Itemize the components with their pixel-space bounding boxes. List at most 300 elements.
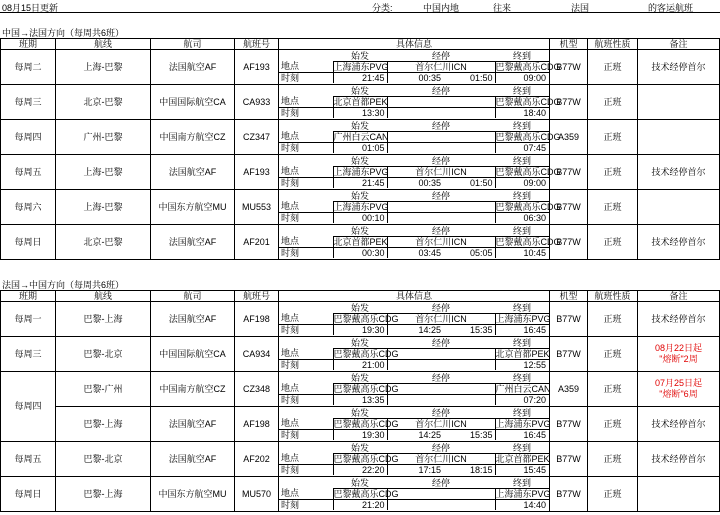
arrival-time: 06:30 [495,213,549,224]
arrival-label: 终到 [495,226,549,237]
time-label: 时刻 [281,142,300,153]
category-label: 分类: [372,3,393,13]
flight-row [1,190,720,225]
departure-time: 00:30 [333,248,387,259]
arrival-time: 07:45 [495,143,549,154]
remark [638,85,720,120]
schedule-day: 每周四 [1,372,56,442]
stopover-airport: 首尔仁川ICN [387,167,495,178]
origin-airport: 北京首都PEK [333,96,388,107]
stopover-airport [387,202,495,213]
airline: 中国国际航空CA [151,85,235,120]
header-schedule: 班期 [1,39,56,50]
stopover-arrival-time: 14:25 [387,325,441,336]
schedule-day: 每周四 [1,120,56,155]
header-route: 航线 [56,39,151,50]
origin-airport: 广州白云CAN [333,131,389,142]
flight-row [1,477,720,512]
stopover-arrival-time [387,395,441,406]
arrival-time: 10:45 [495,248,549,259]
section-title-outbound: 中国→法国方向（每周共6班） [2,28,125,38]
flight-nature: 正班 [588,155,638,190]
arrival-label: 终到 [495,303,549,314]
flight-nature: 正班 [588,50,638,85]
destination-airport: 巴黎戴高乐CDG [495,236,561,247]
schedule-day: 每周三 [1,337,56,372]
flight-number: AF202 [235,442,279,477]
arrival-time: 16:45 [495,430,549,441]
flight-number: MU553 [235,190,279,225]
stopover-departure-time: 18:15 [469,464,493,475]
origin-airport: 上海浦东PVG [333,166,389,177]
route: 巴黎-广州 [56,372,151,407]
aircraft-type: B77W [550,407,588,442]
origin-airport: 巴黎戴高乐CDG [333,488,399,499]
details-cell [279,372,550,407]
destination-airport: 巴黎戴高乐CDG [495,166,561,177]
stopover-label: 经停 [387,156,495,167]
flight-detail [279,478,549,510]
time-label: 时刻 [281,429,300,440]
flight-number: MU570 [235,477,279,512]
aircraft-type: B77W [550,155,588,190]
departure-time: 21:20 [333,500,387,511]
destination-airport: 上海浦东PVG [495,418,551,429]
departure-time: 22:20 [333,465,387,476]
arrival-time: 14:40 [495,500,549,511]
flight-nature: 正班 [588,407,638,442]
origin-airport: 北京首都PEK [333,236,388,247]
stopover-departure-time [441,360,495,371]
detail-spacer [279,86,333,97]
route: 巴黎-北京 [56,442,151,477]
flight-nature: 正班 [588,337,638,372]
flight-number: CZ348 [235,372,279,407]
stopover-departure-time [441,143,495,154]
route: 巴黎-上海 [56,477,151,512]
stopover-arrival-time: 14:25 [387,430,441,441]
stopover-arrival-time [387,108,441,119]
airline: 中国南方航空CZ [151,120,235,155]
schedule-day: 每周五 [1,155,56,190]
country-value: 法国 [571,3,590,13]
flight-nature: 正班 [588,120,638,155]
aircraft-type: B77W [550,477,588,512]
place-label: 地点 [279,419,333,430]
origin-airport: 巴黎戴高乐CDG [333,453,399,464]
departure-time: 21:45 [333,178,387,189]
departure-label: 始发 [333,191,387,202]
remark [638,477,720,512]
details-cell [279,155,561,190]
departure-label: 始发 [333,226,387,237]
flight-nature: 正班 [588,225,638,260]
airline: 法国航空AF [151,302,235,337]
header-details: 具体信息 [279,39,550,50]
flight-number: AF198 [235,407,279,442]
aircraft-type: A359 [550,372,588,407]
stopover-label: 经停 [387,338,495,349]
stopover-label: 经停 [387,51,495,62]
time-label: 时刻 [281,499,300,510]
stopover-arrival-time [387,213,441,224]
time-label: 时刻 [281,212,300,223]
origin-airport: 巴黎戴高乐CDG [333,418,399,429]
departure-label: 始发 [333,478,387,489]
arrival-time: 15:45 [495,465,549,476]
arrival-time: 16:45 [495,325,549,336]
detail-spacer [279,478,333,489]
details-cell [279,442,550,477]
stopover-label: 经停 [387,191,495,202]
arrival-label: 终到 [495,156,549,167]
flight-detail [279,443,549,475]
origin-airport: 上海浦东PVG [333,201,389,212]
flight-nature: 正班 [588,302,638,337]
details-cell [279,407,550,442]
title-suffix: 的客运航班 [648,3,694,13]
schedule-day: 每周五 [1,442,56,477]
stopover-airport: 首尔仁川ICN [387,62,495,73]
stopover-departure-time: 05:05 [469,247,493,258]
header-flight-no: 航班号 [235,39,279,50]
airline: 法国航空AF [151,407,235,442]
detail-spacer [279,191,333,202]
flight-detail [279,225,561,258]
detail-spacer [279,338,333,349]
destination-airport: 上海浦东PVG [495,313,551,324]
place-label: 地点 [279,62,333,73]
flight-row [1,372,720,407]
place-label: 地点 [279,202,333,213]
stopover-airport: 首尔仁川ICN [387,314,495,325]
header-aircraft: 机型 [550,39,588,50]
schedule-table-outbound [0,38,720,260]
departure-label: 始发 [333,443,387,454]
flight-nature: 正班 [588,442,638,477]
departure-label: 始发 [333,303,387,314]
departure-label: 始发 [333,86,387,97]
detail-spacer [279,156,333,167]
route: 巴黎-北京 [56,337,151,372]
stopover-airport [387,132,495,143]
stopover-departure-time [441,213,495,224]
header-flight-no: 航班号 [235,291,279,302]
departure-time: 19:30 [333,325,387,336]
aircraft-type: B77W [550,337,588,372]
stopover-airport [387,489,495,500]
stopover-arrival-time [387,360,441,371]
flight-row [1,337,720,372]
remark: 技术经停首尔 [638,155,720,190]
details-cell [279,225,561,260]
detail-spacer [279,121,333,132]
place-label: 地点 [279,314,333,325]
schedule-day: 每周日 [1,477,56,512]
header-nature: 航班性质 [588,39,638,50]
arrival-time: 12:55 [495,360,549,371]
remark: 技术经停首尔 [638,50,720,85]
departure-time: 13:35 [333,395,387,406]
airline: 法国航空AF [151,155,235,190]
header-remarks: 备注 [638,291,720,302]
origin-airport: 上海浦东PVG [333,61,389,72]
stopover-departure-time: 01:50 [469,177,493,188]
aircraft-type: B77W [550,225,588,260]
stopover-label: 经停 [387,226,495,237]
stopover-departure-time: 01:50 [469,72,493,83]
stopover-label: 经停 [387,373,495,384]
flight-detail [279,303,549,335]
route: 广州-巴黎 [56,120,151,155]
flight-detail [279,50,561,83]
header-details: 具体信息 [279,291,550,302]
time-label: 时刻 [281,72,300,83]
remark [638,372,720,407]
place-label: 地点 [279,349,333,360]
destination-airport: 上海浦东PVG [495,488,551,499]
flight-number: CZ347 [235,120,279,155]
flight-row [1,442,720,477]
place-label: 地点 [279,97,333,108]
remark-suspend-duration: "熔断"6周 [659,389,698,399]
route: 北京-巴黎 [56,85,151,120]
airline: 法国航空AF [151,442,235,477]
header-schedule: 班期 [1,291,56,302]
stopover-label: 经停 [387,443,495,454]
airline: 法国航空AF [151,50,235,85]
place-label: 地点 [279,454,333,465]
flight-detail [279,155,561,188]
detail-spacer [279,226,333,237]
header-aircraft: 机型 [550,291,588,302]
details-cell [279,50,561,85]
update-date: 08月15日更新 [2,3,59,13]
stopover-airport: 首尔仁川ICN [387,419,495,430]
airline: 中国国际航空CA [151,337,235,372]
flight-row [1,155,720,190]
arrival-time: 09:00 [495,73,549,84]
arrival-label: 终到 [495,373,549,384]
time-label: 时刻 [281,394,300,405]
detail-spacer [279,303,333,314]
flight-nature: 正班 [588,85,638,120]
airline: 法国航空AF [151,225,235,260]
arrival-time: 09:00 [495,178,549,189]
remark-suspend-date: 07月25日起 [654,378,703,388]
details-cell [279,190,561,225]
stopover-airport: 首尔仁川ICN [387,237,495,248]
stopover-departure-time [441,395,495,406]
details-cell [279,302,550,337]
stopover-label: 经停 [387,303,495,314]
details-cell [279,337,550,372]
departure-time: 21:45 [333,73,387,84]
flight-row [1,407,720,442]
schedule-day: 每周日 [1,225,56,260]
flight-row [1,302,720,337]
header-remarks: 备注 [638,39,720,50]
arrival-label: 终到 [495,408,549,419]
airline: 中国东方航空MU [151,477,235,512]
destination-airport: 北京首都PEK [495,453,550,464]
origin-airport: 巴黎戴高乐CDG [333,383,399,394]
route: 上海-巴黎 [56,190,151,225]
detail-spacer [279,51,333,62]
remark: 技术经停首尔 [638,225,720,260]
flight-number: AF198 [235,302,279,337]
destination-airport: 巴黎戴高乐CDG [495,61,561,72]
destination-airport: 北京首都PEK [495,348,550,359]
airline: 中国东方航空MU [151,190,235,225]
destination-airport: 巴黎戴高乐CDG [495,131,561,142]
category-value: 中国内地 [423,3,460,13]
route: 巴黎-上海 [56,407,151,442]
stopover-label: 经停 [387,478,495,489]
aircraft-type: B77W [550,85,588,120]
stopover-arrival-time [387,500,441,511]
flight-detail [279,373,549,405]
departure-time: 13:30 [333,108,387,119]
place-label: 地点 [279,489,333,500]
place-label: 地点 [279,237,333,248]
remark [638,337,720,372]
flight-nature: 正班 [588,190,638,225]
origin-airport: 巴黎戴高乐CDG [333,313,399,324]
remark-suspend-duration: "熔断"2周 [659,354,698,364]
time-label: 时刻 [281,464,300,475]
details-cell [279,477,550,512]
aircraft-type: B77W [550,190,588,225]
top-bar [0,0,720,13]
origin-airport: 巴黎戴高乐CDG [333,348,399,359]
departure-label: 始发 [333,156,387,167]
departure-label: 始发 [333,408,387,419]
arrival-label: 终到 [495,443,549,454]
departure-label: 始发 [333,338,387,349]
time-label: 时刻 [281,177,300,188]
flight-detail [279,190,561,223]
arrival-time: 18:40 [495,108,549,119]
stopover-arrival-time [387,143,441,154]
header-nature: 航班性质 [588,291,638,302]
aircraft-type: B77W [550,442,588,477]
airline: 中国南方航空CZ [151,372,235,407]
flight-number: AF201 [235,225,279,260]
stopover-arrival-time: 00:35 [387,73,441,84]
destination-airport: 广州白云CAN [495,383,551,394]
aircraft-type: B77W [550,50,588,85]
stopover-airport [387,349,495,360]
destination-airport: 巴黎戴高乐CDG [495,201,561,212]
flight-detail [279,120,561,153]
stopover-arrival-time: 17:15 [387,465,441,476]
header-airline: 航司 [151,39,235,50]
stopover-departure-time [441,108,495,119]
flight-row [1,120,720,155]
aircraft-type: B77W [550,302,588,337]
time-label: 时刻 [281,107,300,118]
departure-time: 00:10 [333,213,387,224]
stopover-departure-time: 15:35 [469,429,493,440]
section-title-inbound: 法国→中国方向（每周共6班） [2,280,125,290]
flight-row [1,225,720,260]
route: 上海-巴黎 [56,50,151,85]
stopover-departure-time: 15:35 [469,324,493,335]
departure-label: 始发 [333,51,387,62]
stopover-arrival-time: 00:35 [387,178,441,189]
remark: 技术经停首尔 [638,302,720,337]
route: 北京-巴黎 [56,225,151,260]
flight-row [1,50,720,85]
header-airline: 航司 [151,291,235,302]
detail-spacer [279,408,333,419]
remark: 技术经停首尔 [638,407,720,442]
flight-nature: 正班 [588,372,638,407]
schedule-table-inbound [0,290,720,512]
flight-detail [279,408,549,440]
time-label: 时刻 [281,247,300,258]
stopover-airport [387,97,495,108]
stopover-departure-time [441,500,495,511]
place-label: 地点 [279,167,333,178]
flight-detail [279,85,561,118]
schedule-day: 每周一 [1,302,56,337]
flight-number: AF193 [235,155,279,190]
time-label: 时刻 [281,359,300,370]
remark [638,190,720,225]
time-label: 时刻 [281,324,300,335]
departure-time: 19:30 [333,430,387,441]
detail-spacer [279,373,333,384]
arrival-label: 终到 [495,86,549,97]
destination-airport: 巴黎戴高乐CDG [495,96,561,107]
aircraft-type: A359 [550,120,588,155]
flight-nature: 正班 [588,477,638,512]
departure-label: 始发 [333,121,387,132]
place-label: 地点 [279,384,333,395]
stopover-airport [387,384,495,395]
details-cell [279,120,561,155]
departure-time: 01:05 [333,143,387,154]
arrival-label: 终到 [495,478,549,489]
stopover-arrival-time: 03:45 [387,248,441,259]
route: 上海-巴黎 [56,155,151,190]
remark [638,120,720,155]
flight-number: AF193 [235,50,279,85]
route: 巴黎-上海 [56,302,151,337]
arrival-label: 终到 [495,121,549,132]
arrival-time: 07:20 [495,395,549,406]
arrival-label: 终到 [495,51,549,62]
details-cell [279,85,561,120]
schedule-day: 每周三 [1,85,56,120]
departure-label: 始发 [333,373,387,384]
arrival-label: 终到 [495,191,549,202]
flight-row [1,85,720,120]
remark-suspend-date: 08月22日起 [654,343,703,353]
detail-spacer [279,443,333,454]
stopover-label: 经停 [387,408,495,419]
flight-number: CA934 [235,337,279,372]
stopover-label: 经停 [387,86,495,97]
departure-time: 21:00 [333,360,387,371]
flight-detail [279,338,549,370]
remark: 技术经停首尔 [638,442,720,477]
direction-value: 往来 [493,3,512,13]
arrival-label: 终到 [495,338,549,349]
stopover-label: 经停 [387,121,495,132]
